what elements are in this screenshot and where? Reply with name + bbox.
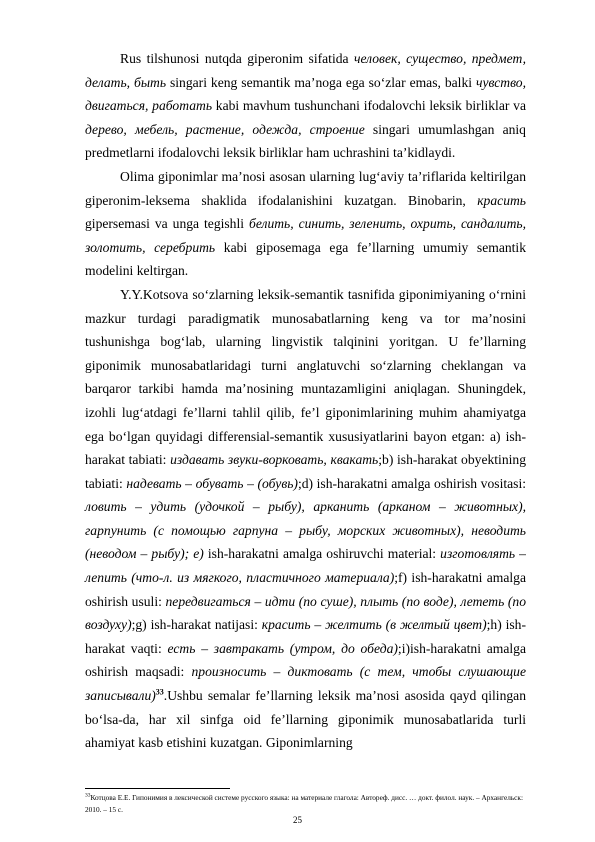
text-run: ;d) ish-harakatni amalga oshirish vositasi: (297, 475, 526, 491)
text-run: ;b) ish-harakat obyektining tabiati: (85, 452, 526, 491)
text-run: ;f) ish-harakatni amalga oshirish usuli: (85, 570, 526, 609)
text-run: ;g) ish-harakat natijasi: (131, 617, 262, 633)
text-run: singari keng semantik ma’noga ega so‘zlar emas, balki (166, 74, 476, 90)
italic-example: есть – завтракать (утром, до обеда) (167, 640, 398, 656)
italic-example: белить, синить, зеленить, охрить, сандалить, золотить, серебрить (85, 216, 526, 255)
text-run: Y.Y.Kotsova so‘zlarning leksik-semantik tasnifida giponimiyaning o‘rnini mazkur turdagi paradigmatik munosabatlarning keng va tor ma’nosini tushunishga bog‘lab, ularning lingvistik talqinini yoritgan. U fe’llarning giponimik munosabatlaridagi turni anglatuvchi so‘zlarning cheklangan va barqaror tarkibi hamda ma’nosining muntazamligini aniqlagan. Shuningdek, izohli lug‘atdagi fe’llarni tahlil qilib, fe’l giponimlarining muhim ahamiyatga ega bo‘lgan quyidagi differensial-semantik xususiyatlarini bayon etgan: a) ish-harakat tabiati: (85, 286, 526, 468)
italic-example: изготовлять – лепить (что-л. из мягкого, пластичного материала) (85, 546, 526, 586)
italic-example: произносить – диктовать (с тем, чтобы слушающие записывали) (85, 664, 526, 704)
paragraph (85, 283, 526, 755)
italic-example: человек, существо, предмет, делать, быть (85, 51, 526, 90)
text-run: Olima giponimlar ma’nosi asosan ularning lug‘aviy ta’riflarida keltirilgan giperonim-leksema shaklida ifodalanishini kuzatgan. Binobarin, (85, 168, 526, 208)
italic-example: надевать – обувать – (обувь) (126, 475, 298, 491)
text-run: gipersemasi va unga tegishli (85, 216, 249, 232)
text-run: ish-harakatni amalga oshiruvchi material: (203, 546, 441, 562)
italic-example: издавать звуки-ворковать, квакать (170, 452, 379, 468)
text-run: kabi giposemaga ega fe’llarning umumiy semantik modelini keltirgan. (85, 239, 527, 279)
text-run: singari umumlashgan aniq predmetlarni ifodalovchi leksik birliklar ham uchrashini ta’kidlaydi. (85, 121, 526, 161)
italic-example: чувство, двигаться, работать (85, 74, 526, 114)
body-text (85, 47, 526, 755)
text-run: Rus tilshunosi nutqda giperonim sifatida (120, 51, 354, 66)
paragraph (85, 165, 526, 283)
footnote-number: 33 (85, 792, 91, 799)
text-run: ;h) ish-harakat vaqti: (85, 617, 526, 656)
text-run: ;i)ish-harakatni amalga oshirish maqsadi: (85, 640, 526, 680)
italic-example: красить – желтить (в желтый цвет) (261, 617, 487, 633)
footnote-reference: 33 (155, 687, 164, 697)
footnote (85, 792, 526, 816)
page-number: 25 (293, 815, 302, 825)
italic-example: дерево, мебель, растение, одежда, строение (85, 121, 365, 137)
italic-example: красить (477, 192, 526, 208)
footnote-separator (85, 788, 230, 789)
italic-example: ловить – удить (удочкой – рыбу), арканить (арканом – животных), гарпунить (с помощью гарпуна – рыбу, морских животных), неводить (неводом – рыбу); е) (85, 499, 526, 562)
footnote-text: Котцова Е.Е. Гипонимия в лексической системе русского языка: на материале глагола: Автореф. дисс. … докт. филол. наук. – Архангельск: 2010. – 15 с. (85, 793, 523, 814)
text-run: kabi mavhum tushunchani ifodalovchi leksik birliklar va (212, 98, 526, 114)
text-run: .Ushbu semalar fe’llarning leksik ma’nosi asosida qayd qilingan bo‘lsa-da, har xil sinfga oid fe’llarning giponimik munosabatlarida turli ahamiyat kasb etishini kuzatgan. Giponimlarning (85, 688, 526, 751)
italic-example: передвигаться – идти (по суше), плыть (по воде), лететь (по воздуху) (85, 593, 526, 633)
paragraph (85, 47, 526, 165)
